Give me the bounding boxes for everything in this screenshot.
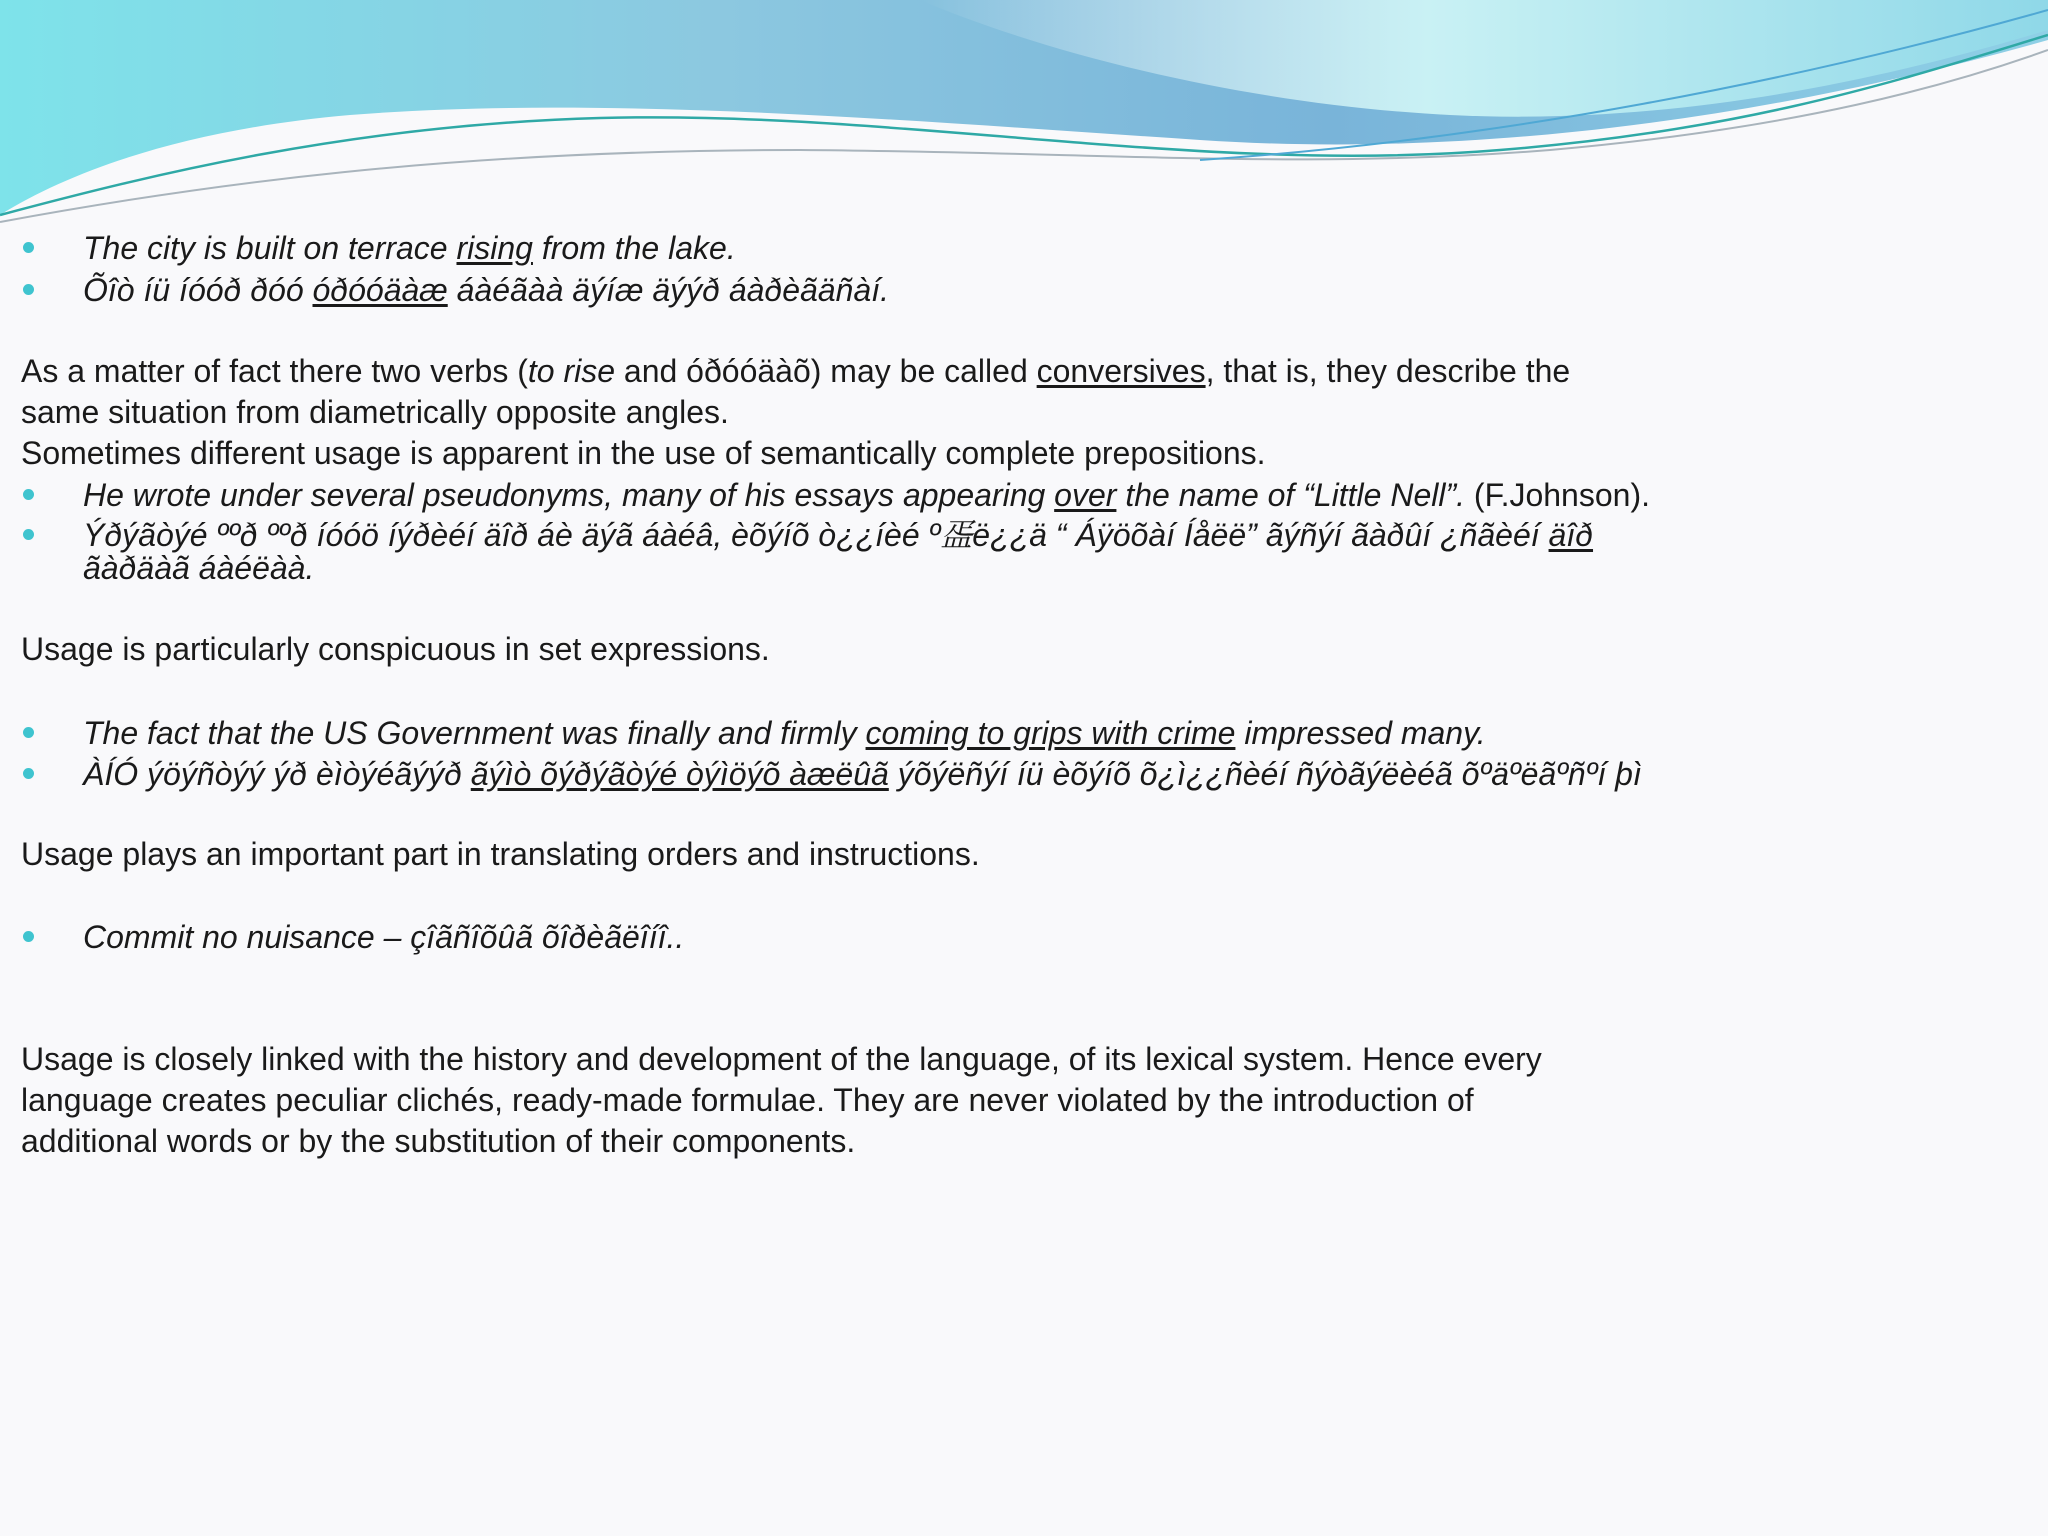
text-segment: ÀÍÓ ýöýñòýý ýð èìòýéãýýð [83,756,471,792]
paragraph-set-expressions: Usage is particularly conspicuous in set expressions. [21,631,770,667]
underlined-term: óðóóäàæ [312,272,448,308]
underlined-term: conversives [1036,353,1206,389]
underlined-term: ãýìò õýðýãòýé òýìöýõ àæëûã [470,756,889,792]
text-segment: The fact that the US Government was finally and firmly [83,715,866,751]
text-segment: Õîò íü íóóð ðóó [83,272,313,308]
bullet-dot [23,529,34,540]
bullet-dot [23,768,34,779]
paragraph-history-line2: language creates peculiar clichés, ready-made formulae. They are never violated by the introduction of [21,1082,1474,1118]
text-segment: from the lake. [532,230,736,266]
bullet-dot [23,931,34,942]
bullet-dot [23,242,34,253]
underlined-term: over [1054,477,1117,513]
paragraph-conversives-line2: same situation from diametrically opposite angles. [21,394,729,430]
paragraph-history-line3: additional words or by the substitution of their components. [21,1123,856,1159]
example-english-grips [83,713,1486,753]
bullet-dot [23,727,34,738]
text-segment: Ýðýãòýé ººð ººð íóóö íýðèéí äîð áè äýã áàéâ, èõýíõ ò¿¿íèé º㿿ë¿¿ä “ Áÿöõàí Íåëë” ãýñýí ãàðûí ¿ñãèéí [83,517,1549,553]
example-translation-over-line2: ãàðäàã áàéëàà. [83,550,315,586]
text-segment: and óðóóäàõ) may be called [615,353,1037,389]
bullet-dot [23,284,34,295]
text-segment: As a matter of fact there two verbs ( [21,353,528,389]
italic-term: to rise [527,353,615,389]
paragraph-prepositions: Sometimes different usage is apparent in the use of semantically complete prepositions. [21,435,1266,471]
text-segment: ýõýëñýí íü èõýíõ õ¿ì¿¿ñèéí ñýòãýëèéã õºäºëãºñºí þì [888,756,1642,792]
underlined-term: coming to grips with crime [865,715,1236,751]
text-segment: He wrote under several pseudonyms, many of his essays appearing [83,477,1055,513]
example-translation-grips [83,754,1642,794]
example-english-over [83,475,1650,515]
example-commit-no-nuisance: Commit no nuisance – çîãñîõûã õîðèãëîíî.. [83,919,685,955]
bullet-dot [23,489,34,500]
text-segment: The city is built on terrace [83,230,457,266]
paragraph-conversives-line1 [21,351,1570,391]
example-english-rising [83,228,736,268]
text-segment: , that is, they describe the [1205,353,1571,389]
example-translation-rising [83,270,889,310]
paragraph-orders-instructions: Usage plays an important part in translating orders and instructions. [21,836,980,872]
citation: (F.Johnson). [1465,477,1650,513]
paragraph-history-line1: Usage is closely linked with the history and development of the language, of its lexical system. Hence every [21,1041,1542,1077]
underlined-term: rising [456,230,533,266]
text-segment: impressed many. [1235,715,1486,751]
text-segment: áàéãàà äýíæ äýýð áàðèãäñàí. [447,272,889,308]
underlined-term: äîð [1548,517,1594,553]
text-segment: the name of “Little Nell”. [1116,477,1466,513]
